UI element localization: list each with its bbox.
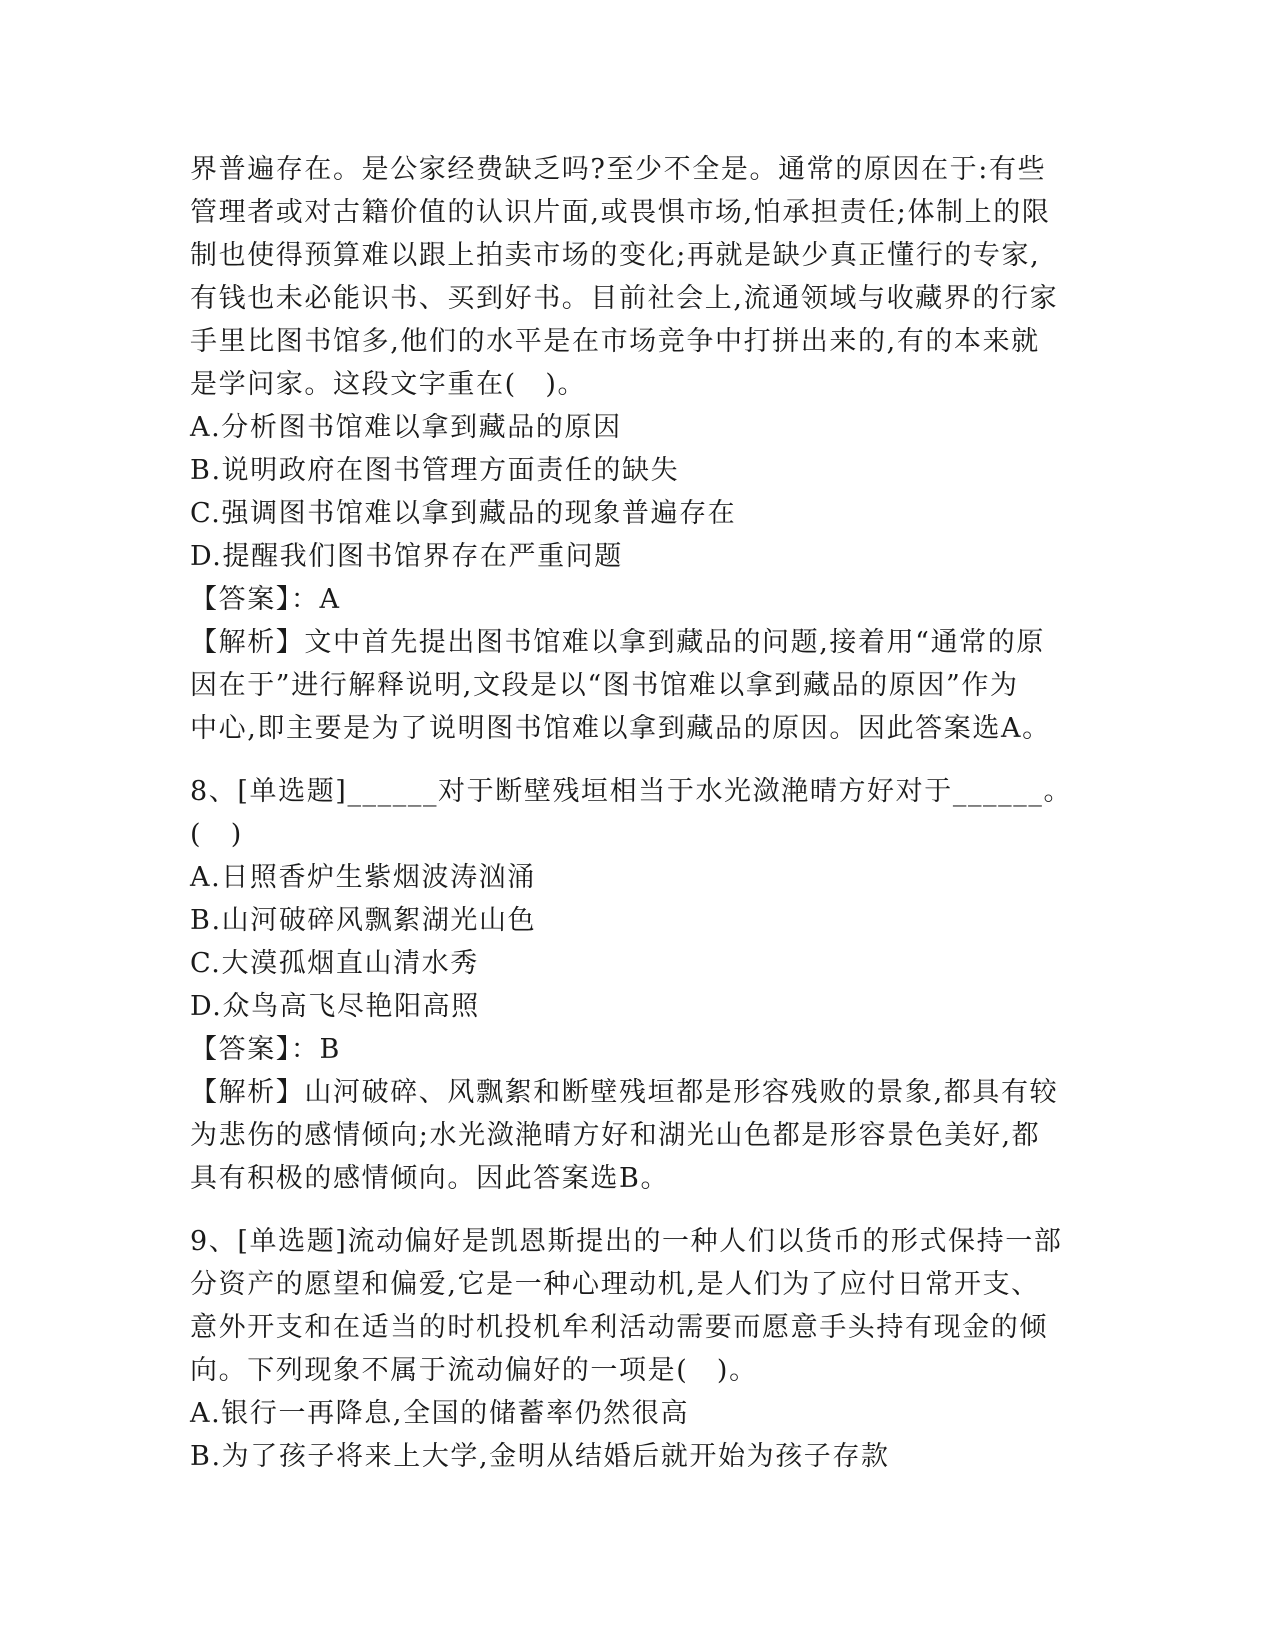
question-7-answer: 【答案】：A [190,584,341,615]
stem-line: 手里比图书馆多,他们的水平是在市场竞争中打拼出来的,有的本来就 [190,326,1040,357]
stem-line: 有钱也未必能识书、买到好书。目前社会上,流通领域与收藏界的行家 [190,283,1059,314]
question-9 [190,1220,1090,1478]
option-d: D.众鸟高飞尽艳阳高照 [190,991,480,1022]
option-c: C.大漠孤烟直山清水秀 [190,948,479,979]
stem-line: 8、[单选题]______对于断壁残垣相当于水光潋滟晴方好对于______。 [190,776,1073,807]
question-8-options [190,856,1090,1028]
option-c: C.强调图书馆难以拿到藏品的现象普遍存在 [190,498,737,529]
analysis-line: 【解析】山河破碎、风飘絮和断壁残垣都是形容残败的景象,都具有较 [190,1077,1059,1108]
question-7-stem [190,148,1090,406]
question-9-options [190,1392,1090,1478]
stem-line: 管理者或对古籍价值的认识片面,或畏惧市场,怕承担责任;体制上的限 [190,197,1051,228]
option-a: A.分析图书馆难以拿到藏品的原因 [190,412,622,443]
question-7-options [190,406,1090,578]
spacer [190,750,1090,770]
analysis-line: 【解析】文中首先提出图书馆难以拿到藏品的问题,接着用“通常的原 [190,627,1045,658]
stem-line: 意外开支和在适当的时机投机牟利活动需要而愿意手头持有现金的倾 [190,1312,1048,1343]
document-page [190,148,1090,1478]
stem-line: 是学问家。这段文字重在( )。 [190,369,587,400]
stem-line: ( ) [190,819,243,850]
question-8-stem [190,770,1090,856]
question-8-analysis [190,1071,1090,1200]
analysis-line: 中心,即主要是为了说明图书馆难以拿到藏品的原因。因此答案选A。 [190,713,1051,744]
option-b: B.为了孩子将来上大学,金明从结婚后就开始为孩子存款 [190,1441,890,1472]
question-7 [190,148,1090,750]
stem-line: 界普遍存在。是公家经费缺乏吗?至少不全是。通常的原因在于:有些 [190,154,1047,185]
spacer [190,1200,1090,1220]
option-a: A.银行一再降息,全国的储蓄率仍然很高 [190,1398,690,1429]
stem-line: 9、[单选题]流动偏好是凯恩斯提出的一种人们以货币的形式保持一部 [190,1226,1063,1257]
option-d: D.提醒我们图书馆界存在严重问题 [190,541,623,572]
stem-line: 制也使得预算难以跟上拍卖市场的变化;再就是缺少真正懂行的专家, [190,240,1041,271]
question-8-answer: 【答案】：B [190,1034,341,1065]
question-8 [190,770,1090,1200]
stem-line: 分资产的愿望和偏爱,它是一种心理动机,是人们为了应付日常开支、 [190,1269,1040,1300]
analysis-line: 因在于”进行解释说明,文段是以“图书馆难以拿到藏品的原因”作为 [190,670,1019,701]
analysis-line: 具有积极的感情倾向。因此答案选B。 [190,1163,670,1194]
option-a: A.日照香炉生紫烟波涛汹涌 [190,862,536,893]
stem-line: 向。下列现象不属于流动偏好的一项是( )。 [190,1355,758,1386]
option-b: B.山河破碎风飘絮湖光山色 [190,905,537,936]
question-9-stem [190,1220,1090,1392]
question-7-analysis [190,621,1090,750]
option-b: B.说明政府在图书管理方面责任的缺失 [190,455,680,486]
analysis-line: 为悲伤的感情倾向;水光潋滟晴方好和湖光山色都是形容景色美好,都 [190,1120,1041,1151]
